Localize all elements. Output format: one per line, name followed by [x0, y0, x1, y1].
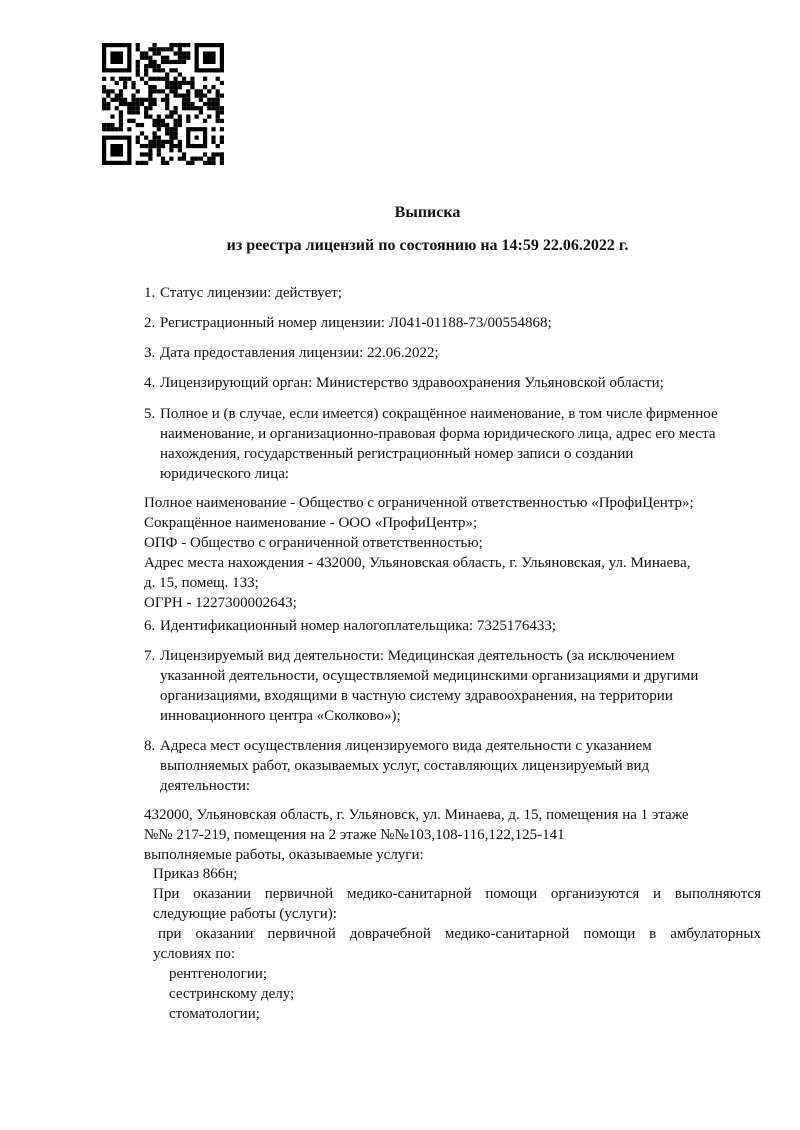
item-number: 3. [144, 345, 156, 361]
order-reference: Приказ 866н; [153, 866, 238, 882]
item-number: 5. [144, 406, 156, 422]
pre-doctor-care-line: при оказании первичной доврачебной медико-санитарной помощи в амбулаторных [158, 926, 761, 942]
list-item-licensing-authority [144, 373, 764, 393]
org-short-name: Сокращённое наименование - ООО «ПрофиЦентр»; [144, 515, 478, 531]
item-text: Полное и (в случае, если имеется) сокращённое наименование, в том числе фирменное [160, 406, 718, 422]
item-text: Регистрационный номер лицензии: Л041-01188-73/00554868; [160, 315, 552, 331]
org-address: Адрес места нахождения - 432000, Ульяновская область, г. Ульяновская, ул. Минаева, [144, 555, 691, 571]
item-number: 8. [144, 738, 156, 754]
list-item-legal-entity [144, 404, 764, 484]
item-text: деятельности: [160, 778, 251, 794]
item-number: 1. [144, 285, 156, 301]
org-full-name: Полное наименование - Общество с ограниченной ответственностью «ПрофиЦентр»; [144, 495, 694, 511]
primary-care-line: При оказании первичной медико-санитарной помощи организуются и выполняются [153, 886, 761, 902]
item-text: Идентификационный номер налогоплательщика: 7325176433; [160, 618, 557, 634]
item-text: выполняемых работ, оказываемых услуг, составляющих лицензируемый вид [160, 758, 650, 774]
item-text: Лицензируемый вид деятельности: Медицинская деятельность (за исключением [160, 648, 675, 664]
item-text: указанной деятельности, осуществляемой медицинскими организациями и другими [160, 668, 699, 684]
list-item-activity [144, 646, 764, 726]
list-item-status [144, 283, 764, 303]
pre-doctor-care-line: условиях по: [153, 946, 236, 962]
item-number: 2. [144, 315, 156, 331]
item-text: организациями, входящими в частную систему здравоохранения, на территории [160, 688, 673, 704]
org-address-cont: д. 15, помещ. 133; [144, 575, 259, 591]
item-text: юридического лица: [160, 466, 290, 482]
services-list [169, 964, 669, 1024]
address-line: 432000, Ульяновская область, г. Ульяновск, ул. Минаева, д. 15, помещения на 1 этаже [144, 807, 689, 823]
item-number: 6. [144, 618, 156, 634]
address-line: №№ 217-219, помещения на 2 этаже №№103,108-116,122,125-141 [144, 827, 565, 843]
works-heading: выполняемые работы, оказываемые услуги: [144, 847, 424, 863]
item-text: Статус лицензии: действует; [160, 285, 342, 301]
org-ogrn: ОГРН - 1227300002643; [144, 595, 297, 611]
service-item: рентгенологии; [169, 966, 268, 982]
item-text: инновационного центра «Сколково»); [160, 708, 401, 724]
document-subtitle: из реестра лицензий по состоянию на 14:59 22.06.2022 г. [226, 237, 629, 254]
item-text: наименование, и организационно-правовая форма юридического лица, адрес его места [160, 426, 716, 442]
service-item: стоматологии; [169, 1006, 260, 1022]
list-item-addresses [144, 736, 764, 796]
document-title: Выписка [394, 204, 461, 221]
service-item: сестринскому делу; [169, 986, 295, 1002]
list-item-registration-number [144, 313, 764, 333]
qr-code-icon [102, 43, 224, 165]
organization-details [144, 493, 764, 613]
org-legal-form: ОПФ - Общество с ограниченной ответственностью; [144, 535, 483, 551]
activity-address [144, 805, 764, 865]
primary-care-line: следующие работы (услуги): [153, 906, 337, 922]
item-text: Дата предоставления лицензии: 22.06.2022; [160, 345, 439, 361]
pre-doctor-care-block [153, 924, 761, 964]
list-item-inn [144, 616, 764, 636]
item-number: 7. [144, 648, 156, 664]
list-item-issue-date [144, 343, 764, 363]
item-text: Лицензирующий орган: Министерство здравоохранения Ульяновской области; [160, 375, 664, 391]
item-text: Адреса мест осуществления лицензируемого вида деятельности с указанием [160, 738, 652, 754]
item-number: 4. [144, 375, 156, 391]
services-block [153, 864, 761, 924]
item-text: нахождения, государственный регистрационный номер записи о создании [160, 446, 634, 462]
